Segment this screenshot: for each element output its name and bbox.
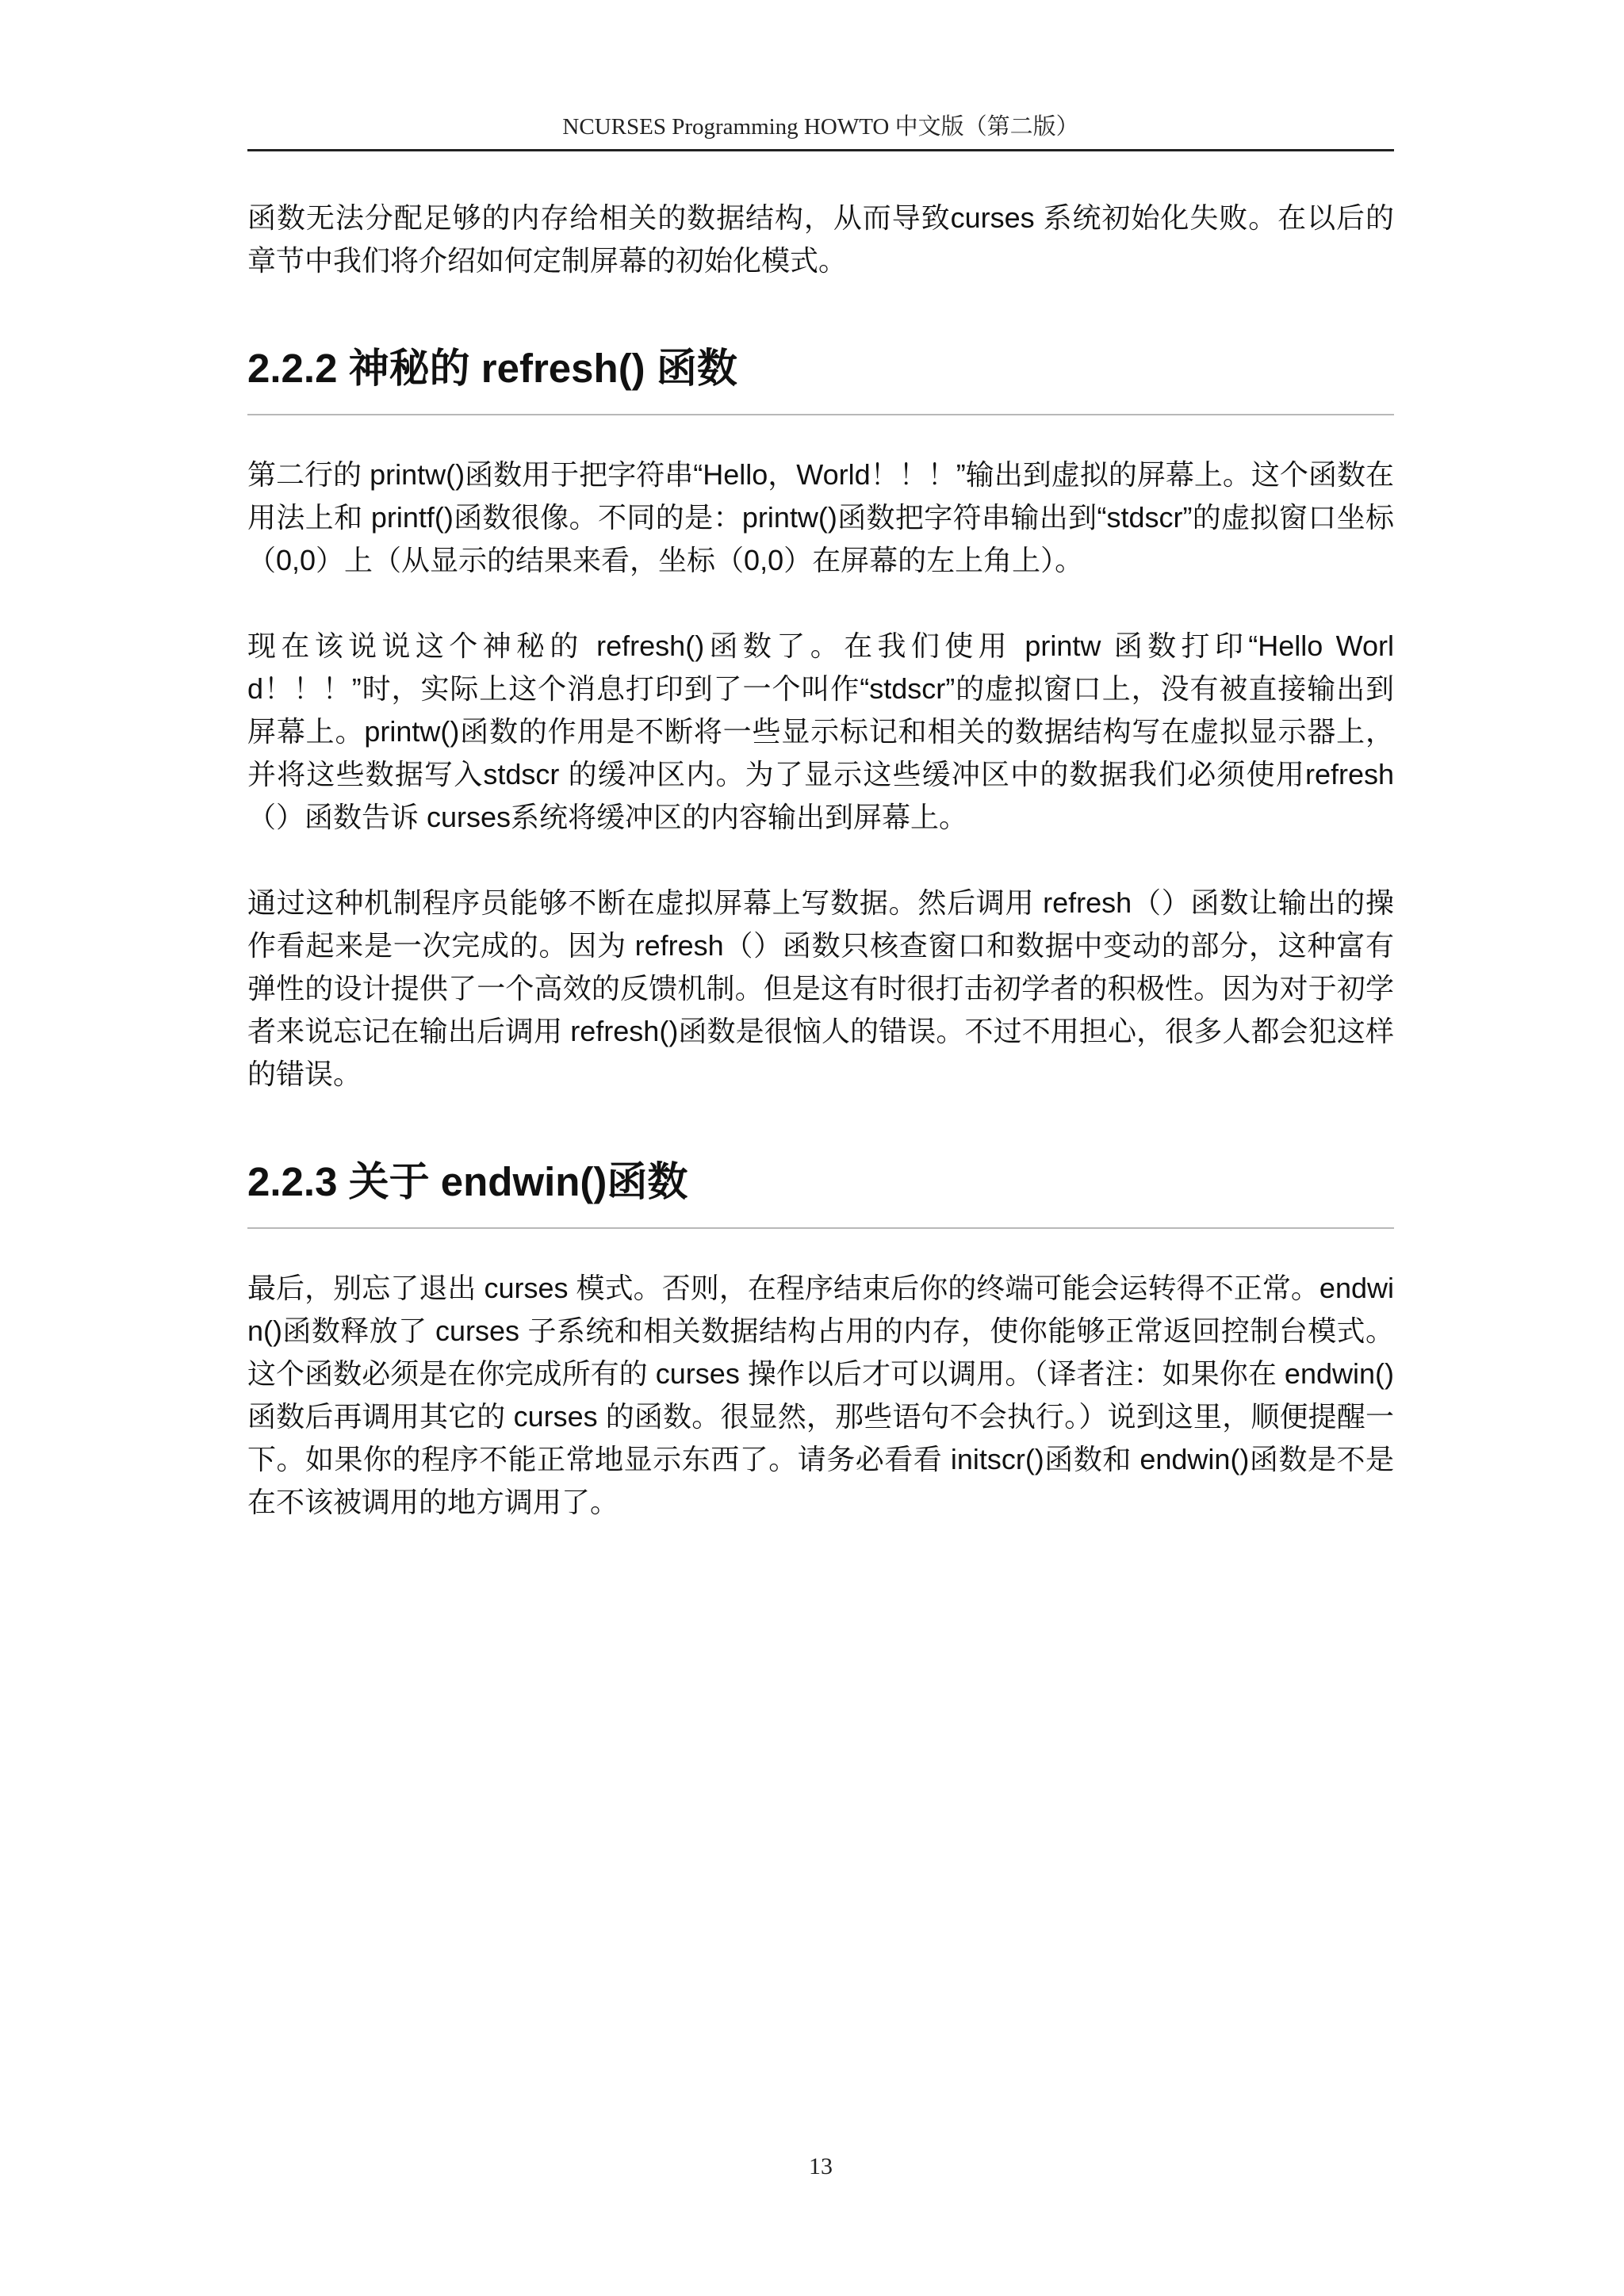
section-2-2-3-paragraph-1: 最后，别忘了退出 curses 模式。否则，在程序结束后你的终端可能会运转得不正常。endwin()函数释放了 curses 子系统和相关数据结构占用的内存，使你能够正常返回控制台模式。这个函数必须是在你完成所有的 curses 操作以后才可以调用。（译者注：如果你在 endwin()函数后再调用其它的 curses 的函数。很显然，那些语句不会执行。）说到这里，顺便提醒一下。如果你的程序不能正常地显示东西了。请务必看看 initscr()函数和 endwin()函数是不是在不该被调用的地方调用了。: [247, 1272, 1394, 1518]
intro-paragraph: 函数无法分配足够的内存给相关的数据结构，从而导致curses 系统初始化失败。在以后的章节中我们将介绍如何定制屏幕的初始化模式。: [247, 201, 1394, 277]
page-content: [247, 197, 1394, 1524]
section-2-2-2-paragraph-2: 现在该说说这个神秘的 refresh()函数了。在我们使用 printw 函数打印“Hello World！！！”时，实际上这个消息打印到了一个叫作“stdscr”的虚拟窗口上，没有被直接输出到屏幕上。printw()函数的作用是不断将一些显示标记和相关的数据结构写在虚拟显示器上，并将这些数据写入stdscr 的缓冲区内。为了显示这些缓冲区中的数据我们必须使用refresh（）函数告诉 curses系统将缓冲区的内容输出到屏幕上。: [247, 629, 1394, 833]
running-header: NCURSES Programming HOWTO 中文版（第二版）: [562, 114, 1079, 140]
header-rule: [247, 149, 1394, 151]
section-heading-2-2-3: 2.2.3 关于 endwin()函数: [247, 1159, 688, 1204]
section-heading-2-2-2: 2.2.2 神秘的 refresh() 函数: [247, 346, 737, 391]
section-2-2-2-paragraph-3: 通过这种机制程序员能够不断在虚拟屏幕上写数据。然后调用 refresh（）函数让输出的操作看起来是一次完成的。因为 refresh（）函数只核查窗口和数据中变动的部分，这种富有弹性的设计提供了一个高效的反馈机制。但是这有时很打击初学者的积极性。因为对于初学者来说忘记在输出后调用 refresh()函数是很恼人的错误。不过不用担心，很多人都会犯这样的错误。: [247, 886, 1394, 1090]
section-2-2-2-paragraph-1: 第二行的 printw()函数用于把字符串“Hello，World！！！”输出到虚拟的屏幕上。这个函数在用法上和 printf()函数很像。不同的是：printw()函数把字符串输出到“stdscr”的虚拟窗口坐标（0,0）上（从显示的结果来看，坐标（0,0）在屏幕的左上角上）。: [247, 458, 1394, 576]
page-number: 13: [809, 2153, 833, 2179]
